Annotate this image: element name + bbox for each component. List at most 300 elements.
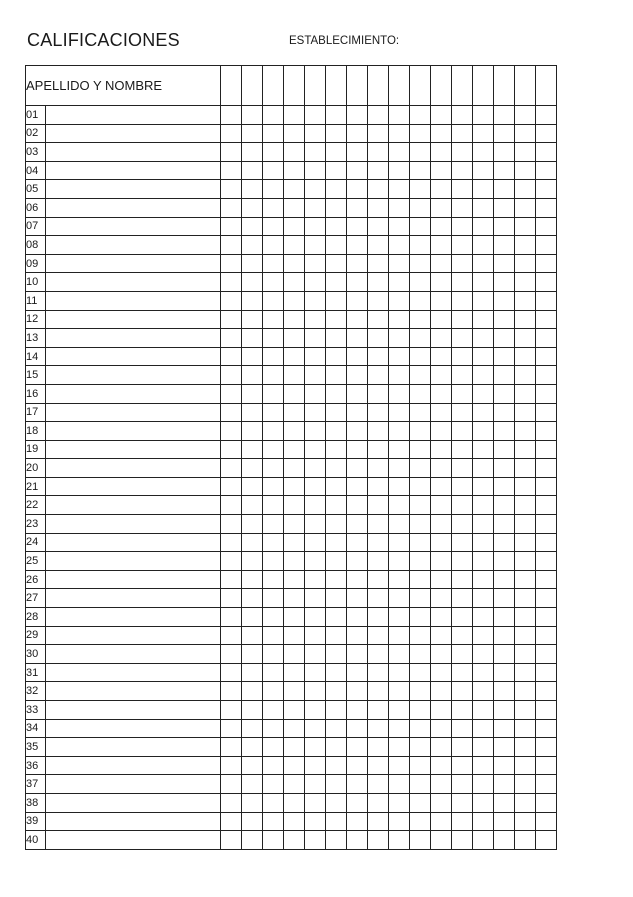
- grade-cell[interactable]: [452, 477, 473, 496]
- grade-column-header[interactable]: [263, 66, 284, 106]
- grade-cell[interactable]: [494, 775, 515, 794]
- grade-cell[interactable]: [242, 738, 263, 757]
- grade-column-header[interactable]: [515, 66, 536, 106]
- grade-cell[interactable]: [263, 459, 284, 478]
- grade-cell[interactable]: [536, 403, 557, 422]
- grade-cell[interactable]: [347, 756, 368, 775]
- grade-cell[interactable]: [368, 347, 389, 366]
- grade-cell[interactable]: [305, 626, 326, 645]
- grade-cell[interactable]: [473, 106, 494, 125]
- grade-cell[interactable]: [305, 422, 326, 441]
- grade-cell[interactable]: [515, 812, 536, 831]
- grade-cell[interactable]: [536, 515, 557, 534]
- grade-cell[interactable]: [305, 366, 326, 385]
- grade-cell[interactable]: [221, 682, 242, 701]
- grade-cell[interactable]: [284, 663, 305, 682]
- grade-cell[interactable]: [326, 161, 347, 180]
- grade-cell[interactable]: [368, 143, 389, 162]
- student-name-cell[interactable]: [46, 608, 221, 627]
- grade-cell[interactable]: [263, 775, 284, 794]
- grade-cell[interactable]: [452, 310, 473, 329]
- grade-cell[interactable]: [515, 738, 536, 757]
- grade-cell[interactable]: [452, 701, 473, 720]
- grade-cell[interactable]: [242, 663, 263, 682]
- grade-cell[interactable]: [410, 273, 431, 292]
- grade-cell[interactable]: [515, 682, 536, 701]
- grade-cell[interactable]: [368, 812, 389, 831]
- grade-cell[interactable]: [410, 347, 431, 366]
- grade-cell[interactable]: [284, 738, 305, 757]
- grade-cell[interactable]: [473, 273, 494, 292]
- grade-cell[interactable]: [431, 645, 452, 664]
- grade-cell[interactable]: [410, 663, 431, 682]
- grade-cell[interactable]: [473, 552, 494, 571]
- grade-cell[interactable]: [305, 310, 326, 329]
- grade-cell[interactable]: [389, 254, 410, 273]
- student-name-cell[interactable]: [46, 682, 221, 701]
- grade-cell[interactable]: [347, 552, 368, 571]
- grade-cell[interactable]: [263, 663, 284, 682]
- grade-column-header[interactable]: [368, 66, 389, 106]
- grade-cell[interactable]: [431, 570, 452, 589]
- grade-cell[interactable]: [263, 533, 284, 552]
- grade-cell[interactable]: [494, 180, 515, 199]
- grade-cell[interactable]: [410, 756, 431, 775]
- student-name-cell[interactable]: [46, 496, 221, 515]
- grade-cell[interactable]: [494, 403, 515, 422]
- grade-cell[interactable]: [473, 310, 494, 329]
- grade-cell[interactable]: [431, 719, 452, 738]
- grade-cell[interactable]: [326, 626, 347, 645]
- grade-cell[interactable]: [515, 310, 536, 329]
- grade-cell[interactable]: [263, 329, 284, 348]
- grade-cell[interactable]: [347, 384, 368, 403]
- grade-cell[interactable]: [515, 645, 536, 664]
- grade-cell[interactable]: [389, 701, 410, 720]
- grade-cell[interactable]: [305, 273, 326, 292]
- grade-cell[interactable]: [452, 273, 473, 292]
- grade-cell[interactable]: [515, 440, 536, 459]
- grade-cell[interactable]: [536, 496, 557, 515]
- grade-cell[interactable]: [536, 236, 557, 255]
- grade-cell[interactable]: [326, 570, 347, 589]
- grade-cell[interactable]: [494, 552, 515, 571]
- grade-cell[interactable]: [452, 384, 473, 403]
- grade-cell[interactable]: [536, 756, 557, 775]
- grade-cell[interactable]: [410, 440, 431, 459]
- grade-cell[interactable]: [284, 198, 305, 217]
- grade-cell[interactable]: [326, 477, 347, 496]
- grade-cell[interactable]: [242, 793, 263, 812]
- grade-cell[interactable]: [284, 608, 305, 627]
- grade-cell[interactable]: [347, 496, 368, 515]
- grade-cell[interactable]: [305, 291, 326, 310]
- grade-cell[interactable]: [242, 106, 263, 125]
- grade-cell[interactable]: [515, 329, 536, 348]
- grade-cell[interactable]: [284, 477, 305, 496]
- grade-cell[interactable]: [347, 682, 368, 701]
- student-name-cell[interactable]: [46, 831, 221, 850]
- grade-cell[interactable]: [305, 533, 326, 552]
- grade-cell[interactable]: [347, 775, 368, 794]
- grade-cell[interactable]: [221, 254, 242, 273]
- grade-cell[interactable]: [410, 124, 431, 143]
- grade-cell[interactable]: [347, 663, 368, 682]
- grade-cell[interactable]: [473, 515, 494, 534]
- grade-cell[interactable]: [347, 701, 368, 720]
- grade-cell[interactable]: [410, 459, 431, 478]
- grade-cell[interactable]: [494, 254, 515, 273]
- grade-cell[interactable]: [263, 515, 284, 534]
- grade-cell[interactable]: [473, 682, 494, 701]
- grade-cell[interactable]: [410, 198, 431, 217]
- grade-cell[interactable]: [452, 663, 473, 682]
- grade-cell[interactable]: [515, 496, 536, 515]
- grade-cell[interactable]: [410, 515, 431, 534]
- grade-cell[interactable]: [263, 384, 284, 403]
- grade-cell[interactable]: [389, 440, 410, 459]
- grade-cell[interactable]: [326, 756, 347, 775]
- grade-cell[interactable]: [473, 775, 494, 794]
- grade-cell[interactable]: [410, 738, 431, 757]
- grade-cell[interactable]: [242, 347, 263, 366]
- grade-cell[interactable]: [368, 775, 389, 794]
- grade-cell[interactable]: [452, 143, 473, 162]
- grade-cell[interactable]: [305, 515, 326, 534]
- grade-cell[interactable]: [431, 738, 452, 757]
- grade-cell[interactable]: [494, 663, 515, 682]
- grade-cell[interactable]: [242, 533, 263, 552]
- student-name-cell[interactable]: [46, 254, 221, 273]
- grade-cell[interactable]: [305, 570, 326, 589]
- grade-cell[interactable]: [368, 124, 389, 143]
- grade-cell[interactable]: [389, 682, 410, 701]
- grade-cell[interactable]: [431, 217, 452, 236]
- student-name-cell[interactable]: [46, 236, 221, 255]
- grade-cell[interactable]: [284, 515, 305, 534]
- grade-cell[interactable]: [473, 347, 494, 366]
- grade-cell[interactable]: [326, 440, 347, 459]
- grade-cell[interactable]: [242, 682, 263, 701]
- student-name-cell[interactable]: [46, 589, 221, 608]
- grade-cell[interactable]: [473, 403, 494, 422]
- grade-cell[interactable]: [242, 589, 263, 608]
- grade-cell[interactable]: [284, 329, 305, 348]
- grade-cell[interactable]: [515, 775, 536, 794]
- grade-cell[interactable]: [284, 701, 305, 720]
- grade-cell[interactable]: [389, 663, 410, 682]
- grade-cell[interactable]: [368, 384, 389, 403]
- grade-cell[interactable]: [284, 533, 305, 552]
- grade-cell[interactable]: [494, 124, 515, 143]
- grade-cell[interactable]: [515, 477, 536, 496]
- grade-cell[interactable]: [536, 459, 557, 478]
- grade-cell[interactable]: [515, 570, 536, 589]
- grade-cell[interactable]: [431, 589, 452, 608]
- grade-cell[interactable]: [347, 124, 368, 143]
- student-name-cell[interactable]: [46, 756, 221, 775]
- student-name-cell[interactable]: [46, 143, 221, 162]
- grade-cell[interactable]: [515, 533, 536, 552]
- grade-cell[interactable]: [284, 161, 305, 180]
- grade-cell[interactable]: [326, 608, 347, 627]
- grade-cell[interactable]: [368, 459, 389, 478]
- grade-cell[interactable]: [284, 310, 305, 329]
- grade-cell[interactable]: [368, 793, 389, 812]
- student-name-cell[interactable]: [46, 366, 221, 385]
- grade-cell[interactable]: [431, 161, 452, 180]
- grade-cell[interactable]: [515, 347, 536, 366]
- grade-cell[interactable]: [452, 496, 473, 515]
- grade-cell[interactable]: [410, 254, 431, 273]
- student-name-cell[interactable]: [46, 440, 221, 459]
- grade-cell[interactable]: [263, 291, 284, 310]
- grade-cell[interactable]: [242, 477, 263, 496]
- grade-cell[interactable]: [221, 384, 242, 403]
- grade-cell[interactable]: [473, 440, 494, 459]
- grade-cell[interactable]: [410, 793, 431, 812]
- grade-cell[interactable]: [263, 161, 284, 180]
- grade-cell[interactable]: [389, 570, 410, 589]
- grade-cell[interactable]: [431, 477, 452, 496]
- grade-cell[interactable]: [431, 831, 452, 850]
- grade-cell[interactable]: [515, 384, 536, 403]
- grade-cell[interactable]: [368, 254, 389, 273]
- grade-cell[interactable]: [389, 645, 410, 664]
- grade-cell[interactable]: [347, 738, 368, 757]
- grade-cell[interactable]: [473, 254, 494, 273]
- grade-cell[interactable]: [389, 515, 410, 534]
- grade-cell[interactable]: [410, 831, 431, 850]
- grade-cell[interactable]: [368, 161, 389, 180]
- student-name-cell[interactable]: [46, 793, 221, 812]
- grade-cell[interactable]: [494, 812, 515, 831]
- grade-cell[interactable]: [368, 106, 389, 125]
- grade-cell[interactable]: [263, 738, 284, 757]
- grade-cell[interactable]: [452, 124, 473, 143]
- grade-cell[interactable]: [431, 254, 452, 273]
- grade-cell[interactable]: [494, 496, 515, 515]
- grade-cell[interactable]: [515, 701, 536, 720]
- grade-cell[interactable]: [284, 756, 305, 775]
- student-name-cell[interactable]: [46, 310, 221, 329]
- grade-cell[interactable]: [494, 161, 515, 180]
- grade-cell[interactable]: [536, 533, 557, 552]
- grade-cell[interactable]: [242, 143, 263, 162]
- grade-cell[interactable]: [452, 812, 473, 831]
- grade-cell[interactable]: [410, 236, 431, 255]
- grade-cell[interactable]: [242, 440, 263, 459]
- grade-cell[interactable]: [242, 701, 263, 720]
- grade-cell[interactable]: [242, 459, 263, 478]
- grade-cell[interactable]: [263, 198, 284, 217]
- grade-cell[interactable]: [452, 515, 473, 534]
- grade-cell[interactable]: [368, 756, 389, 775]
- grade-cell[interactable]: [431, 533, 452, 552]
- grade-cell[interactable]: [284, 124, 305, 143]
- grade-cell[interactable]: [347, 440, 368, 459]
- student-name-cell[interactable]: [46, 570, 221, 589]
- grade-cell[interactable]: [473, 143, 494, 162]
- grade-cell[interactable]: [284, 793, 305, 812]
- grade-cell[interactable]: [221, 310, 242, 329]
- grade-column-header[interactable]: [347, 66, 368, 106]
- grade-cell[interactable]: [473, 198, 494, 217]
- grade-cell[interactable]: [389, 180, 410, 199]
- grade-cell[interactable]: [242, 515, 263, 534]
- grade-cell[interactable]: [389, 310, 410, 329]
- grade-cell[interactable]: [263, 106, 284, 125]
- student-name-cell[interactable]: [46, 719, 221, 738]
- grade-cell[interactable]: [221, 329, 242, 348]
- grade-cell[interactable]: [326, 422, 347, 441]
- grade-cell[interactable]: [347, 273, 368, 292]
- grade-cell[interactable]: [221, 570, 242, 589]
- grade-cell[interactable]: [494, 273, 515, 292]
- grade-cell[interactable]: [263, 347, 284, 366]
- grade-cell[interactable]: [473, 161, 494, 180]
- grade-cell[interactable]: [284, 831, 305, 850]
- grade-cell[interactable]: [221, 831, 242, 850]
- grade-cell[interactable]: [284, 254, 305, 273]
- grade-cell[interactable]: [284, 626, 305, 645]
- grade-cell[interactable]: [284, 180, 305, 199]
- grade-cell[interactable]: [389, 496, 410, 515]
- grade-cell[interactable]: [284, 291, 305, 310]
- grade-cell[interactable]: [221, 552, 242, 571]
- grade-cell[interactable]: [536, 626, 557, 645]
- grade-cell[interactable]: [515, 124, 536, 143]
- grade-cell[interactable]: [221, 180, 242, 199]
- grade-column-header[interactable]: [284, 66, 305, 106]
- grade-cell[interactable]: [263, 589, 284, 608]
- grade-cell[interactable]: [242, 756, 263, 775]
- grade-cell[interactable]: [284, 812, 305, 831]
- grade-cell[interactable]: [326, 701, 347, 720]
- grade-cell[interactable]: [494, 756, 515, 775]
- grade-cell[interactable]: [452, 608, 473, 627]
- grade-cell[interactable]: [221, 106, 242, 125]
- grade-cell[interactable]: [494, 701, 515, 720]
- grade-cell[interactable]: [473, 608, 494, 627]
- grade-cell[interactable]: [452, 570, 473, 589]
- grade-cell[interactable]: [242, 329, 263, 348]
- grade-cell[interactable]: [263, 682, 284, 701]
- student-name-cell[interactable]: [46, 273, 221, 292]
- grade-cell[interactable]: [452, 738, 473, 757]
- grade-cell[interactable]: [536, 366, 557, 385]
- grade-cell[interactable]: [263, 552, 284, 571]
- grade-cell[interactable]: [452, 403, 473, 422]
- grade-cell[interactable]: [284, 347, 305, 366]
- grade-cell[interactable]: [452, 459, 473, 478]
- grade-cell[interactable]: [410, 143, 431, 162]
- grade-cell[interactable]: [452, 291, 473, 310]
- grade-cell[interactable]: [221, 756, 242, 775]
- grade-cell[interactable]: [263, 812, 284, 831]
- grade-cell[interactable]: [389, 608, 410, 627]
- grade-cell[interactable]: [368, 589, 389, 608]
- grade-cell[interactable]: [473, 663, 494, 682]
- grade-cell[interactable]: [326, 459, 347, 478]
- grade-cell[interactable]: [494, 329, 515, 348]
- grade-cell[interactable]: [347, 366, 368, 385]
- grade-cell[interactable]: [536, 793, 557, 812]
- grade-cell[interactable]: [263, 422, 284, 441]
- grade-cell[interactable]: [515, 756, 536, 775]
- grade-cell[interactable]: [494, 236, 515, 255]
- grade-cell[interactable]: [347, 310, 368, 329]
- grade-cell[interactable]: [452, 589, 473, 608]
- grade-cell[interactable]: [431, 422, 452, 441]
- grade-cell[interactable]: [242, 198, 263, 217]
- grade-cell[interactable]: [347, 589, 368, 608]
- grade-cell[interactable]: [473, 477, 494, 496]
- grade-cell[interactable]: [494, 533, 515, 552]
- student-name-cell[interactable]: [46, 422, 221, 441]
- grade-cell[interactable]: [410, 496, 431, 515]
- grade-cell[interactable]: [242, 645, 263, 664]
- grade-cell[interactable]: [494, 459, 515, 478]
- grade-cell[interactable]: [326, 738, 347, 757]
- grade-cell[interactable]: [221, 589, 242, 608]
- grade-cell[interactable]: [431, 663, 452, 682]
- grade-cell[interactable]: [473, 533, 494, 552]
- grade-cell[interactable]: [431, 310, 452, 329]
- grade-cell[interactable]: [494, 719, 515, 738]
- grade-cell[interactable]: [221, 440, 242, 459]
- grade-cell[interactable]: [536, 106, 557, 125]
- grade-cell[interactable]: [242, 719, 263, 738]
- grade-cell[interactable]: [347, 645, 368, 664]
- grade-cell[interactable]: [515, 422, 536, 441]
- grade-cell[interactable]: [410, 217, 431, 236]
- grade-cell[interactable]: [284, 384, 305, 403]
- grade-cell[interactable]: [515, 217, 536, 236]
- grade-cell[interactable]: [515, 403, 536, 422]
- grade-cell[interactable]: [536, 124, 557, 143]
- grade-cell[interactable]: [431, 291, 452, 310]
- grade-cell[interactable]: [368, 180, 389, 199]
- grade-cell[interactable]: [284, 106, 305, 125]
- grade-cell[interactable]: [536, 608, 557, 627]
- grade-cell[interactable]: [263, 143, 284, 162]
- grade-cell[interactable]: [494, 422, 515, 441]
- student-name-cell[interactable]: [46, 198, 221, 217]
- grade-cell[interactable]: [347, 533, 368, 552]
- grade-cell[interactable]: [221, 273, 242, 292]
- grade-cell[interactable]: [515, 366, 536, 385]
- grade-cell[interactable]: [515, 106, 536, 125]
- grade-cell[interactable]: [389, 831, 410, 850]
- grade-cell[interactable]: [221, 645, 242, 664]
- grade-cell[interactable]: [221, 608, 242, 627]
- grade-cell[interactable]: [263, 310, 284, 329]
- student-name-cell[interactable]: [46, 384, 221, 403]
- grade-cell[interactable]: [410, 812, 431, 831]
- grade-cell[interactable]: [473, 793, 494, 812]
- grade-cell[interactable]: [410, 477, 431, 496]
- grade-cell[interactable]: [242, 831, 263, 850]
- grade-cell[interactable]: [452, 180, 473, 199]
- grade-cell[interactable]: [368, 198, 389, 217]
- grade-cell[interactable]: [221, 236, 242, 255]
- grade-cell[interactable]: [473, 236, 494, 255]
- grade-cell[interactable]: [242, 496, 263, 515]
- grade-cell[interactable]: [431, 236, 452, 255]
- grade-cell[interactable]: [452, 552, 473, 571]
- grade-cell[interactable]: [536, 719, 557, 738]
